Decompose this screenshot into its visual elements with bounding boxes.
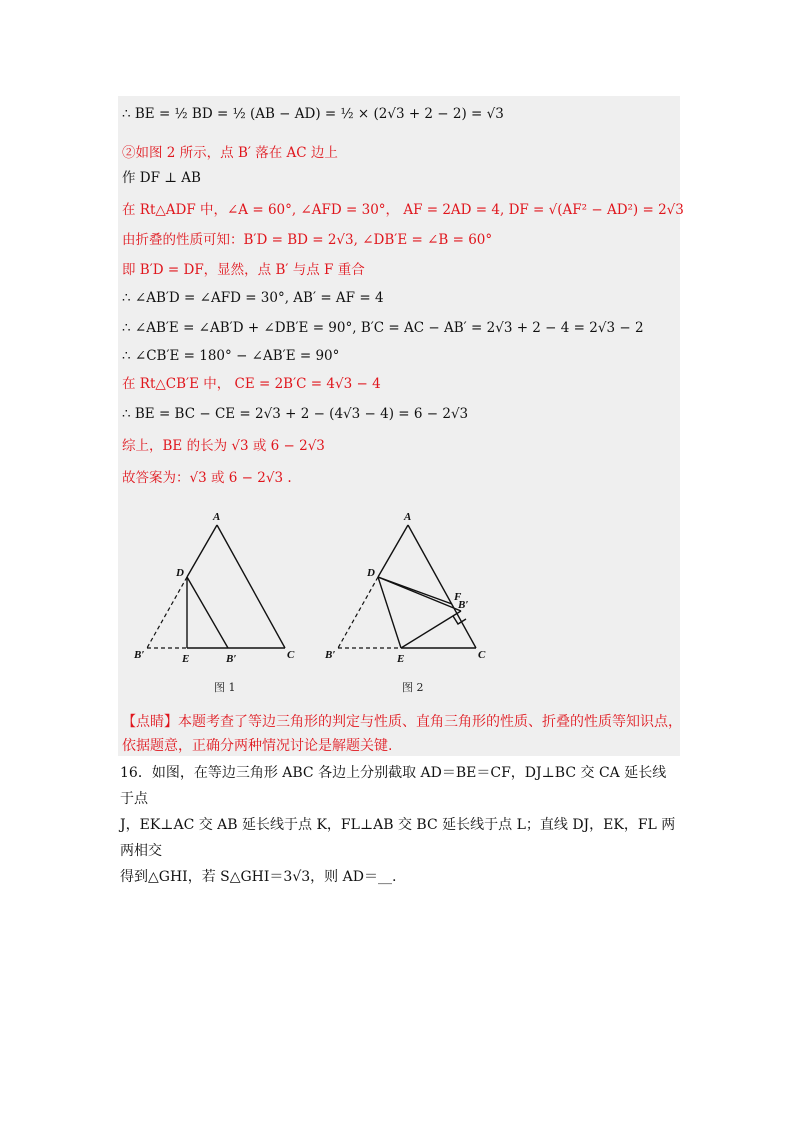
solution-line-6: 即 B′D = DF，显然，点 B′ 与点 F 重合 [122, 262, 365, 278]
solution-line-10: 在 Rt△CB′E 中， CE = 2B′C = 4√3 − 4 [122, 376, 381, 392]
label-A: A [404, 511, 412, 523]
question-line-1: 16．如图，在等边三角形 ABC 各边上分别截取 AD＝BE＝CF，DJ⊥BC 交 CA 延长线于点 [120, 765, 667, 807]
line-AC [217, 525, 285, 648]
solution-line-3: 作 DF ⊥ AB [122, 170, 201, 186]
comment-text-1: 本题考查了等边三角形的判定与性质、直角三角形的性质、折叠的性质等知识点， [178, 714, 682, 730]
figure-2-caption: 图 2 [402, 681, 424, 694]
solution-line-2: ②如图 2 所示，点 B′ 落在 AC 边上 [122, 145, 338, 161]
solution-line-5: 由折叠的性质可知：B′D = BD = 2√3, ∠DB′E = ∠B = 60° [122, 232, 493, 248]
solution-line-9: ∴ ∠CB′E = 180° − ∠AB′E = 90° [122, 348, 340, 364]
label-C: C [287, 649, 295, 661]
label-D: D [176, 567, 184, 579]
question-16 [120, 760, 680, 890]
solution-line-4: 在 Rt△ADF 中，∠A = 60°, ∠AFD = 30°， AF = 2AD = 4, DF = √(AF² − AD²) = 2√3 [122, 202, 684, 218]
line-DB-prime [378, 577, 461, 611]
comment-tag: 【点睛】 [122, 714, 178, 730]
line-AD [187, 525, 217, 577]
line-AC [408, 525, 476, 648]
solution-line-12: 综上，BE 的长为 √3 或 6 − 2√3 [122, 438, 325, 454]
dashed-line-DB [147, 577, 187, 648]
comment-line-2: 依据题意，正确分两种情况讨论是解题关键. [122, 738, 393, 754]
label-B-prime-left: B′ [134, 649, 145, 661]
label-B-prime: B′ [458, 599, 469, 611]
comment-line-1 [122, 712, 682, 732]
question-line-2: J，EK⊥AC 交 AB 延长线于点 K，FL⊥AB 交 BC 延长线于点 L；直线 DJ，EK，FL 两两相交 [120, 817, 676, 859]
line-DE [378, 577, 401, 648]
line-AD [378, 525, 408, 577]
label-E: E [182, 653, 190, 665]
label-F: F [454, 591, 462, 603]
solution-line-8: ∴ ∠AB′E = ∠AB′D + ∠DB′E = 90°, B′C = AC − AB′ = 2√3 + 2 − 4 = 2√3 − 2 [122, 320, 644, 336]
label-A: A [213, 511, 221, 523]
label-C: C [478, 649, 486, 661]
question-line-3: 得到△GHI，若 S△GHI＝3√3，则 AD＝__. [120, 869, 397, 885]
label-E: E [397, 653, 405, 665]
line-DB-prime [187, 577, 228, 648]
figure-1-caption: 图 1 [214, 681, 236, 694]
figure-1-diagram [120, 508, 320, 678]
label-B-prime: B′ [226, 653, 237, 665]
dashed-line-DB [338, 577, 378, 648]
label-D: D [367, 567, 375, 579]
solution-line-7: ∴ ∠AB′D = ∠AFD = 30°, AB′ = AF = 4 [122, 290, 384, 306]
solution-line-11: ∴ BE = BC − CE = 2√3 + 2 − (4√3 − 4) = 6 − 2√3 [122, 406, 469, 422]
line-EB-prime [401, 611, 461, 648]
solution-line-13: 故答案为：√3 或 6 − 2√3 . [122, 470, 292, 486]
label-B-prime-left: B′ [325, 649, 336, 661]
solution-line-1: ∴ BE = ½ BD = ½ (AB − AD) = ½ × (2√3 + 2 − 2) = √3 [122, 106, 504, 122]
figure-2-diagram [312, 508, 512, 678]
